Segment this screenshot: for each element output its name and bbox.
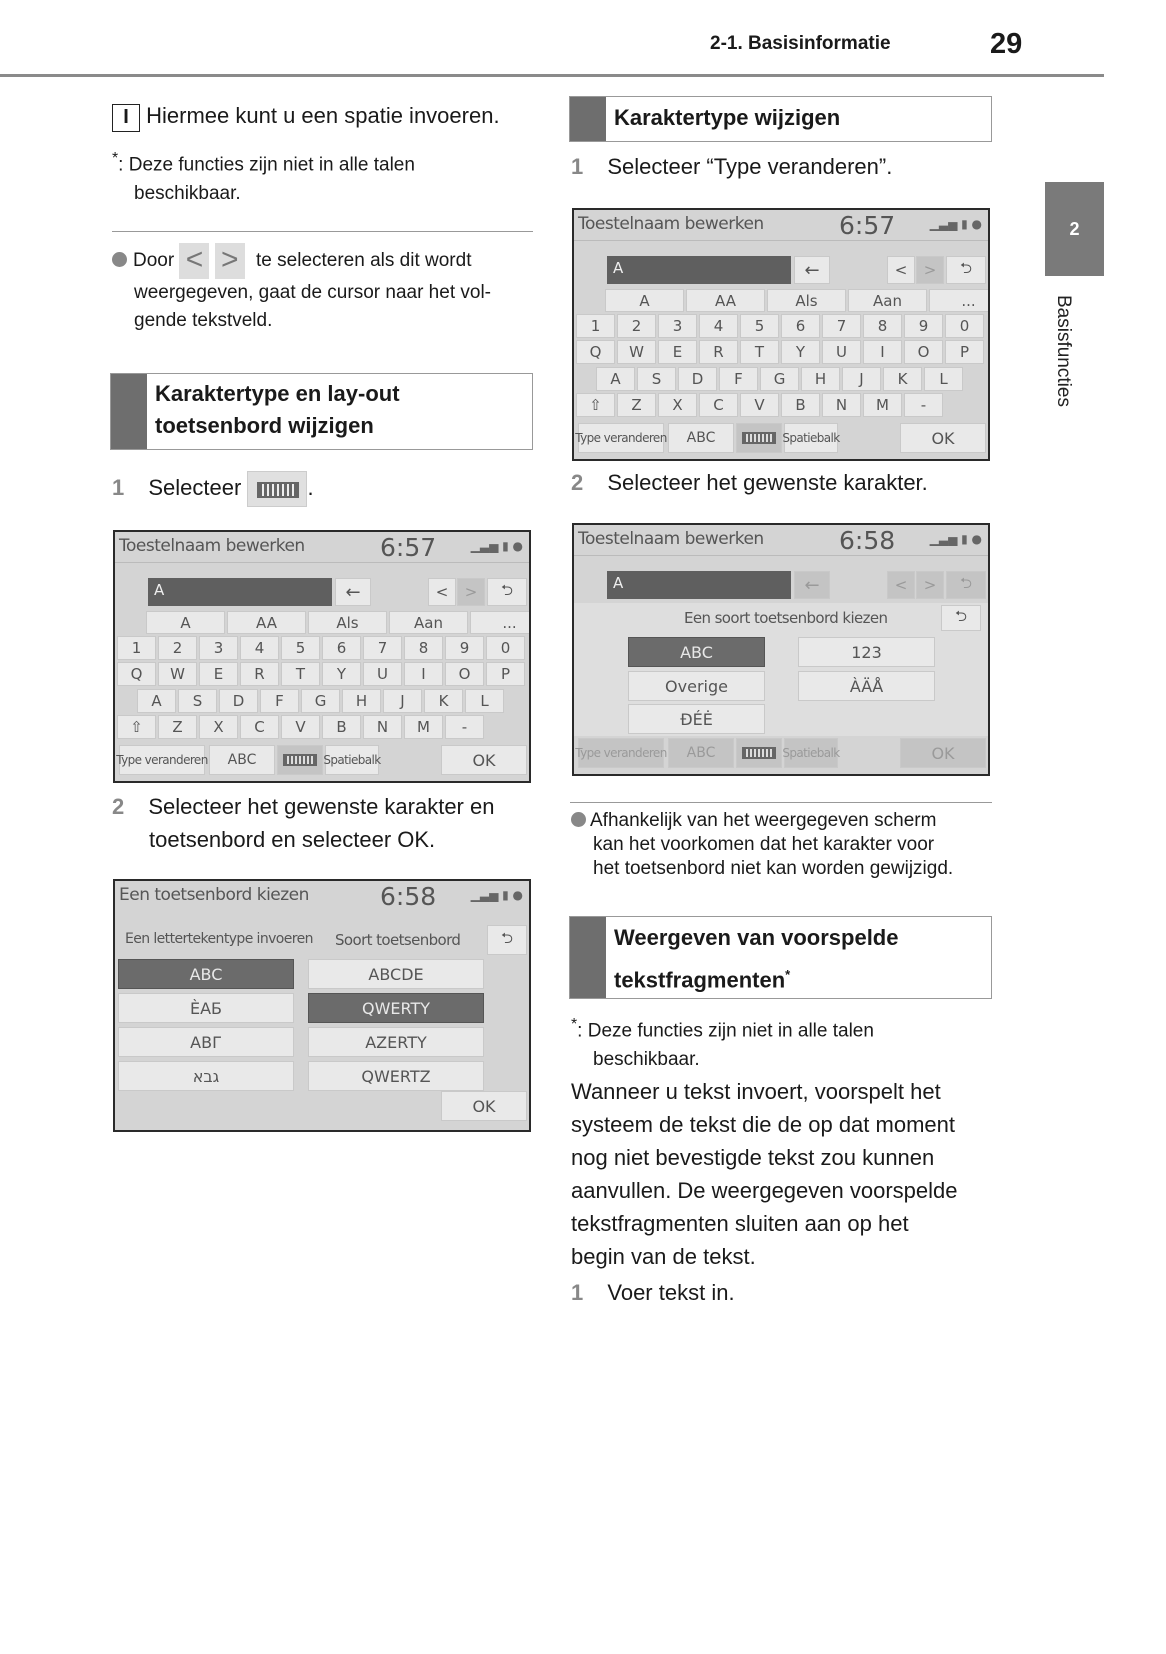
key[interactable]: X bbox=[658, 393, 697, 417]
key[interactable]: 1 bbox=[576, 314, 615, 338]
space-button[interactable]: Spatiebalk bbox=[325, 745, 379, 775]
note-text: het toetsenbord niet kan worden gewijzigd. bbox=[593, 858, 954, 879]
key[interactable]: J bbox=[842, 367, 881, 391]
type-change-button[interactable]: Type veranderen bbox=[578, 423, 664, 453]
key[interactable]: 6 bbox=[322, 636, 361, 660]
key[interactable]: F bbox=[719, 367, 758, 391]
key[interactable]: 4 bbox=[699, 314, 738, 338]
key[interactable]: 7 bbox=[363, 636, 402, 660]
key[interactable]: D bbox=[678, 367, 717, 391]
key[interactable]: F bbox=[260, 689, 299, 713]
key[interactable]: Z bbox=[617, 393, 656, 417]
step-number: 1 bbox=[571, 154, 584, 179]
key[interactable]: 8 bbox=[863, 314, 902, 338]
clock: 6:58 bbox=[839, 526, 896, 555]
key[interactable]: S bbox=[178, 689, 217, 713]
key[interactable]: 0 bbox=[945, 314, 984, 338]
space-key-icon: I bbox=[112, 104, 140, 132]
key[interactable]: 4 bbox=[240, 636, 279, 660]
heading-text: tekstfragmenten bbox=[614, 967, 786, 993]
heading-text: Karaktertype wijzigen bbox=[614, 105, 841, 130]
keyboard-type-screenshot bbox=[572, 523, 990, 776]
ok-button[interactable]: OK bbox=[441, 745, 527, 775]
space-key-note bbox=[112, 101, 500, 132]
key[interactable]: 8 bbox=[404, 636, 443, 660]
key[interactable]: K bbox=[424, 689, 463, 713]
key[interactable]: A bbox=[596, 367, 635, 391]
footnote-text: : Deze functies zijn niet in alle talen bbox=[577, 1020, 874, 1042]
heading-bar bbox=[570, 917, 606, 998]
title-divider bbox=[115, 562, 529, 563]
key[interactable]: T bbox=[281, 662, 320, 686]
abc-button[interactable]: ABC bbox=[668, 423, 734, 453]
key[interactable]: - bbox=[904, 393, 943, 417]
screen-title: Een toetsenbord kiezen bbox=[119, 885, 309, 905]
key[interactable]: 6 bbox=[781, 314, 820, 338]
paragraph-line: nog niet bevestigde tekst zou kunnen bbox=[571, 1145, 935, 1170]
key[interactable]: 3 bbox=[199, 636, 238, 660]
key[interactable]: Q bbox=[576, 340, 615, 364]
key[interactable]: 0 bbox=[486, 636, 525, 660]
clock: 6:58 bbox=[380, 882, 437, 911]
key[interactable]: - bbox=[445, 715, 484, 739]
note-text: kan het voorkomen dat het karakter voor bbox=[593, 834, 935, 855]
step-text: . bbox=[307, 475, 314, 500]
key[interactable]: A bbox=[137, 689, 176, 713]
step-2 bbox=[571, 470, 928, 496]
key[interactable]: N bbox=[822, 393, 861, 417]
screen-title: Toestelnaam bewerken bbox=[578, 214, 764, 234]
key[interactable]: L bbox=[924, 367, 963, 391]
key[interactable]: O bbox=[445, 662, 484, 686]
column-header: Soort toetsenbord bbox=[335, 931, 461, 949]
font-type-option[interactable]: ABC bbox=[118, 959, 294, 989]
key[interactable]: 1 bbox=[117, 636, 156, 660]
clock: 6:57 bbox=[380, 533, 437, 562]
divider bbox=[570, 802, 992, 803]
keyboard-icon bbox=[247, 471, 307, 507]
keyboard-layout-option[interactable]: QWERTZ bbox=[308, 1061, 484, 1091]
footnote-text: beschikbaar. bbox=[593, 1049, 700, 1071]
chapter-tab bbox=[1045, 182, 1104, 276]
text-input[interactable]: A bbox=[148, 578, 332, 606]
key[interactable]: G bbox=[301, 689, 340, 713]
keyboard-icon[interactable] bbox=[277, 745, 323, 775]
key[interactable]: I bbox=[863, 340, 902, 364]
keyboard-screenshot bbox=[572, 208, 990, 461]
key[interactable]: M bbox=[863, 393, 902, 417]
heading-text: Weergeven van voorspelde bbox=[614, 925, 899, 950]
suggestion-item[interactable]: Aan bbox=[848, 289, 927, 312]
key[interactable]: E bbox=[199, 662, 238, 686]
section-title: 2-1. Basisinformatie bbox=[710, 33, 891, 54]
suggestion-item[interactable]: ... bbox=[929, 289, 990, 312]
bullet-text: gende tekstveld. bbox=[134, 310, 273, 331]
popup-title: Een soort toetsenbord kiezen bbox=[684, 609, 888, 627]
step-1 bbox=[571, 154, 892, 180]
footnote-mark: * bbox=[112, 150, 119, 167]
text-input[interactable]: A bbox=[607, 256, 791, 284]
clock: 6:57 bbox=[839, 211, 896, 240]
cursor-right-button[interactable]: > bbox=[916, 256, 944, 284]
key[interactable]: 3 bbox=[658, 314, 697, 338]
paragraph-line: Wanneer u tekst invoert, voorspelt het bbox=[571, 1079, 941, 1104]
keyboard-icon[interactable] bbox=[736, 738, 782, 768]
ok-button[interactable]: OK bbox=[441, 1091, 527, 1121]
footnote-mark: * bbox=[571, 1016, 578, 1033]
back-button[interactable]: ⮌ bbox=[487, 925, 527, 955]
key[interactable]: N bbox=[363, 715, 402, 739]
page-number: 29 bbox=[990, 28, 1023, 60]
chapter-label: Basisfuncties bbox=[1053, 295, 1074, 407]
keyboard-layout-option[interactable]: AZERTY bbox=[308, 1027, 484, 1057]
bullet-icon bbox=[112, 252, 127, 267]
key[interactable]: B bbox=[781, 393, 820, 417]
key[interactable]: G bbox=[760, 367, 799, 391]
key[interactable]: U bbox=[363, 662, 402, 686]
bullet-text: te selecteren als dit wordt bbox=[256, 250, 472, 272]
paragraph-line: begin van de tekst. bbox=[571, 1244, 756, 1269]
key[interactable]: Q bbox=[117, 662, 156, 686]
footnote-text: : Deze functies zijn niet in alle talen bbox=[118, 154, 415, 176]
note-text: Afhankelijk van het weergegeven scherm bbox=[590, 810, 937, 831]
key[interactable]: D bbox=[219, 689, 258, 713]
key[interactable]: 2 bbox=[617, 314, 656, 338]
chevron-left-icon: < bbox=[179, 243, 209, 279]
footnote bbox=[112, 144, 415, 208]
footnote-mark: * bbox=[785, 967, 791, 982]
key[interactable]: V bbox=[281, 715, 320, 739]
step-2 bbox=[112, 790, 494, 856]
font-type-option[interactable]: ABГ bbox=[118, 1027, 294, 1057]
back-button[interactable]: ⮌ bbox=[946, 256, 986, 284]
suggestion-item[interactable]: Als bbox=[767, 289, 846, 312]
backspace-button[interactable]: ← bbox=[794, 571, 830, 599]
cursor-left-button[interactable]: < bbox=[428, 578, 456, 606]
back-button[interactable]: ⮌ bbox=[487, 578, 527, 606]
footnote bbox=[571, 1010, 874, 1074]
key[interactable]: W bbox=[617, 340, 656, 364]
step-1 bbox=[571, 1280, 735, 1306]
suggestion-item[interactable]: Als bbox=[308, 611, 387, 634]
paragraph bbox=[571, 1075, 957, 1273]
abc-button[interactable]: ABC bbox=[209, 745, 275, 775]
key[interactable]: O bbox=[904, 340, 943, 364]
space-button[interactable]: Spatiebalk bbox=[784, 423, 838, 453]
suggestion-item[interactable]: Aan bbox=[389, 611, 468, 634]
paragraph-line: aanvullen. De weergegeven voorspelde bbox=[571, 1178, 958, 1203]
suggestion-item[interactable]: AA bbox=[227, 611, 306, 634]
key[interactable]: Y bbox=[781, 340, 820, 364]
column-header: Een lettertekentype invoeren bbox=[125, 931, 313, 947]
bullet-icon bbox=[571, 812, 586, 827]
key[interactable]: M bbox=[404, 715, 443, 739]
header-rule bbox=[0, 74, 1104, 77]
keyboard-type-option[interactable]: ABC bbox=[628, 637, 765, 667]
step-number: 1 bbox=[571, 1280, 584, 1305]
section-heading bbox=[110, 373, 533, 450]
heading-text: Karaktertype en lay-out bbox=[155, 381, 400, 406]
type-change-button[interactable]: Type veranderen bbox=[578, 738, 664, 768]
step-text: Selecteer het gewenste karakter en bbox=[148, 794, 495, 819]
key[interactable]: 7 bbox=[822, 314, 861, 338]
popup-back-button[interactable]: ⮌ bbox=[941, 605, 981, 631]
key[interactable]: X bbox=[199, 715, 238, 739]
shift-key[interactable]: ⇧ bbox=[117, 715, 156, 739]
key[interactable]: U bbox=[822, 340, 861, 364]
status-icons: ▁▃▅ ▮ ● bbox=[929, 532, 982, 546]
key[interactable]: Y bbox=[322, 662, 361, 686]
status-icons: ▁▃▅ ▮ ● bbox=[929, 217, 982, 231]
key[interactable]: H bbox=[342, 689, 381, 713]
paragraph-line: systeem de tekst die de op dat moment bbox=[571, 1112, 955, 1137]
suggestion-item[interactable]: A bbox=[146, 611, 225, 634]
space-button[interactable]: Spatiebalk bbox=[784, 738, 838, 768]
cursor-right-button[interactable]: > bbox=[916, 571, 944, 599]
suggestion-item[interactable]: A bbox=[605, 289, 684, 312]
ok-button[interactable]: OK bbox=[900, 738, 986, 768]
title-divider bbox=[574, 240, 988, 241]
key[interactable]: R bbox=[240, 662, 279, 686]
key[interactable]: 9 bbox=[445, 636, 484, 660]
keyboard-layout-option[interactable]: QWERTY bbox=[308, 993, 484, 1023]
step-text: Selecteer “Type veranderen”. bbox=[607, 154, 893, 179]
chapter-number: 2 bbox=[1069, 218, 1080, 239]
title-divider bbox=[574, 555, 988, 556]
step-text: Selecteer bbox=[148, 475, 242, 500]
key[interactable]: J bbox=[383, 689, 422, 713]
key[interactable]: S bbox=[637, 367, 676, 391]
heading-bar bbox=[570, 97, 606, 141]
keyboard-type-option[interactable]: ĐÉĖ bbox=[628, 704, 765, 734]
heading-bar bbox=[111, 374, 147, 449]
status-icons: ▁▃▅ ▮ ● bbox=[470, 539, 523, 553]
shift-key[interactable]: ⇧ bbox=[576, 393, 615, 417]
footnote-text: beschikbaar. bbox=[134, 183, 241, 205]
cursor-right-button[interactable]: > bbox=[457, 578, 485, 606]
step-number: 2 bbox=[112, 794, 125, 819]
step-1 bbox=[112, 468, 314, 508]
status-icons: ▁▃▅ ▮ ● bbox=[470, 888, 523, 902]
cursor-left-button[interactable]: < bbox=[887, 571, 915, 599]
key[interactable]: I bbox=[404, 662, 443, 686]
key[interactable]: B bbox=[322, 715, 361, 739]
keyboard-type-option[interactable]: ÀÄÅ bbox=[798, 671, 935, 701]
section-heading bbox=[569, 916, 992, 999]
ok-button[interactable]: OK bbox=[900, 423, 986, 453]
space-key-text: Hiermee kunt u een spatie invoeren. bbox=[146, 103, 500, 128]
keyboard-select-screenshot bbox=[113, 879, 531, 1132]
chevron-right-icon: > bbox=[215, 243, 245, 279]
bullet-text: weergegeven, gaat de cursor naar het vol- bbox=[134, 282, 491, 303]
keyboard-layout-option[interactable]: ABCDE bbox=[308, 959, 484, 989]
divider bbox=[112, 231, 533, 232]
key[interactable]: 5 bbox=[740, 314, 779, 338]
key[interactable]: 2 bbox=[158, 636, 197, 660]
keyboard-screenshot bbox=[113, 530, 531, 783]
type-change-button[interactable]: Type veranderen bbox=[119, 745, 205, 775]
step-number: 2 bbox=[571, 470, 584, 495]
font-type-option[interactable]: ÈAБ bbox=[118, 993, 294, 1023]
key[interactable]: 5 bbox=[281, 636, 320, 660]
key[interactable]: L bbox=[465, 689, 504, 713]
back-button[interactable]: ⮌ bbox=[946, 571, 986, 599]
key[interactable]: C bbox=[699, 393, 738, 417]
keyboard-icon[interactable] bbox=[736, 423, 782, 453]
step-text: Voer tekst in. bbox=[607, 1280, 735, 1305]
text-input[interactable]: A bbox=[607, 571, 791, 599]
step-text: toetsenbord en selecteer OK. bbox=[149, 827, 436, 852]
abc-button[interactable]: ABC bbox=[668, 738, 734, 768]
keyboard-type-option[interactable]: Overige bbox=[628, 671, 765, 701]
key[interactable]: W bbox=[158, 662, 197, 686]
backspace-button[interactable]: ← bbox=[794, 256, 830, 284]
key[interactable]: K bbox=[883, 367, 922, 391]
key[interactable]: 9 bbox=[904, 314, 943, 338]
heading-text: toetsenbord wijzigen bbox=[155, 413, 374, 438]
step-text: Selecteer het gewenste karakter. bbox=[607, 470, 928, 495]
backspace-button[interactable]: ← bbox=[335, 578, 371, 606]
suggestion-item[interactable]: AA bbox=[686, 289, 765, 312]
suggestion-item[interactable]: ... bbox=[470, 611, 531, 634]
cursor-left-button[interactable]: < bbox=[887, 256, 915, 284]
screen-title: Toestelnaam bewerken bbox=[119, 536, 305, 556]
key[interactable]: R bbox=[699, 340, 738, 364]
key[interactable]: H bbox=[801, 367, 840, 391]
bullet-text: Door bbox=[133, 250, 175, 272]
keyboard-type-option[interactable]: 123 bbox=[798, 637, 935, 667]
cursor-note bbox=[112, 243, 491, 335]
key[interactable]: P bbox=[486, 662, 525, 686]
section-heading bbox=[569, 96, 992, 142]
screen-title: Toestelnaam bewerken bbox=[578, 529, 764, 549]
font-type-option[interactable]: גבא bbox=[118, 1061, 294, 1091]
paragraph-line: tekstfragmenten sluiten aan op het bbox=[571, 1211, 909, 1236]
key[interactable]: P bbox=[945, 340, 984, 364]
key[interactable]: E bbox=[658, 340, 697, 364]
note bbox=[571, 809, 953, 881]
step-number: 1 bbox=[112, 475, 125, 500]
key[interactable]: Z bbox=[158, 715, 197, 739]
key[interactable]: C bbox=[240, 715, 279, 739]
key[interactable]: V bbox=[740, 393, 779, 417]
key[interactable]: T bbox=[740, 340, 779, 364]
